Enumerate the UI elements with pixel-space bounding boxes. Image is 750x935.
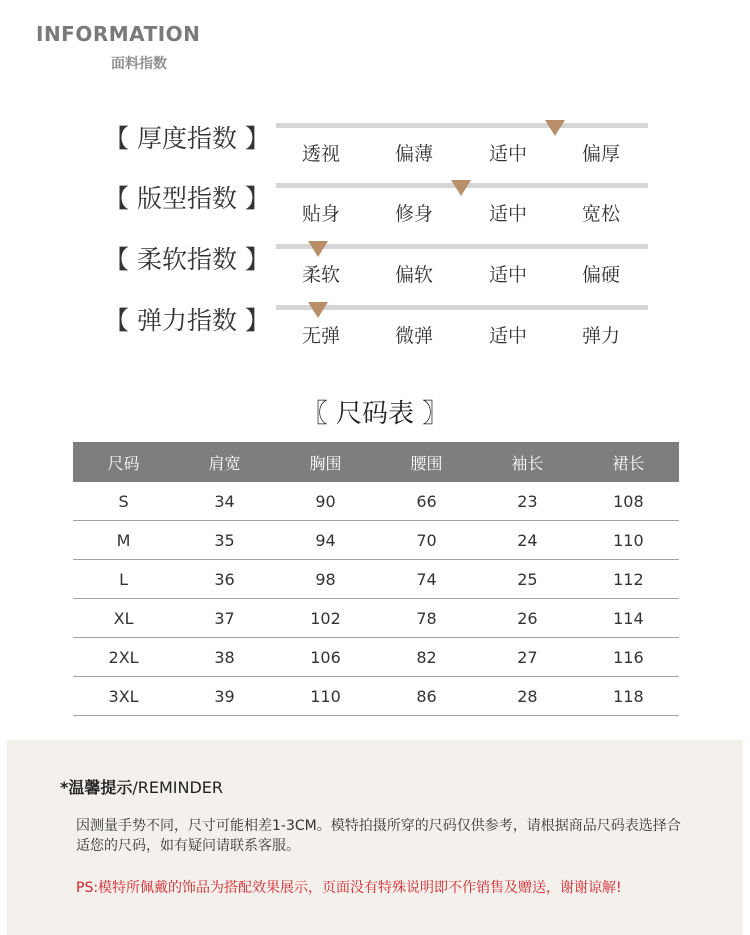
index-row [0,305,750,355]
index-option: 偏厚 [581,143,620,165]
table-cell: 3XL [73,677,174,716]
index-marker [308,241,328,257]
index-option: 适中 [488,203,527,225]
table-cell: 24 [477,521,578,560]
index-marker [451,180,471,196]
index-marker [545,120,565,136]
index-label: 【 厚度指数 】 [104,124,270,153]
reminder-title-en: /REMINDER [132,778,224,797]
table-cell: 118 [578,677,679,716]
header-title-cn: 面料指数 [111,56,167,72]
table-row [73,677,679,716]
index-row [0,123,750,173]
table-cell: 116 [578,638,679,677]
table-cell: 98 [275,560,376,599]
size-header-cell: 腰围 [376,442,477,482]
table-cell: 38 [174,638,275,677]
table-cell: 37 [174,599,275,638]
table-row [73,599,679,638]
reminder-title-cn: *温馨提示 [60,778,133,797]
index-option: 宽松 [581,203,620,225]
table-cell: 112 [578,560,679,599]
table-cell: 26 [477,599,578,638]
size-table-title: 〖 尺码表 〗 [301,399,449,429]
index-label: 【 柔软指数 】 [104,245,270,274]
table-cell: 114 [578,599,679,638]
index-bar [276,244,648,249]
index-marker [308,302,328,318]
index-option: 适中 [488,325,527,347]
index-option: 修身 [394,203,433,225]
index-bar [276,123,648,128]
table-cell: 39 [174,677,275,716]
index-option: 柔软 [301,264,340,286]
reminder-title [60,775,223,798]
index-option: 透视 [301,143,340,165]
table-row [73,638,679,677]
table-cell: 94 [275,521,376,560]
table-cell: 70 [376,521,477,560]
index-bar [276,305,648,310]
reminder-body: 因测量手势不同，尺寸可能相差1-3CM。模特拍摄所穿的尺码仅供参考，请根据商品尺码表选择合适您的尺码，如有疑问请联系客服。 [76,818,681,854]
table-row [73,482,679,521]
table-row [73,560,679,599]
index-row [0,183,750,233]
table-cell: 2XL [73,638,174,677]
table-cell: 90 [275,482,376,521]
index-option: 无弹 [301,325,340,347]
index-option: 贴身 [301,203,340,225]
index-option: 偏软 [394,264,433,286]
reminder-ps: PS:模特所佩戴的饰品为搭配效果展示，页面没有特殊说明即不作销售及赠送，谢谢谅解! [76,880,622,896]
index-label: 【 弹力指数 】 [104,306,270,335]
table-cell: 86 [376,677,477,716]
table-cell: 110 [275,677,376,716]
table-cell: 82 [376,638,477,677]
index-option: 适中 [488,143,527,165]
index-option: 偏薄 [394,143,433,165]
table-cell: 74 [376,560,477,599]
table-cell: 106 [275,638,376,677]
table-cell: L [73,560,174,599]
table-cell: 25 [477,560,578,599]
index-option: 弹力 [581,325,620,347]
size-table [73,442,679,716]
table-cell: M [73,521,174,560]
table-cell: XL [73,599,174,638]
table-cell: S [73,482,174,521]
table-cell: 36 [174,560,275,599]
table-cell: 102 [275,599,376,638]
table-cell: 27 [477,638,578,677]
size-header-cell: 胸围 [275,442,376,482]
size-header-cell: 裙长 [578,442,679,482]
size-header-cell: 肩宽 [174,442,275,482]
index-option: 适中 [488,264,527,286]
table-cell: 28 [477,677,578,716]
size-header-cell: 尺码 [73,442,174,482]
index-option: 偏硬 [581,264,620,286]
table-cell: 108 [578,482,679,521]
table-cell: 35 [174,521,275,560]
size-table-body [73,482,679,716]
table-cell: 23 [477,482,578,521]
table-cell: 110 [578,521,679,560]
table-cell: 34 [174,482,275,521]
table-cell: 78 [376,599,477,638]
table-row [73,521,679,560]
index-option: 微弹 [394,325,433,347]
size-table-header [73,442,679,482]
table-cell: 66 [376,482,477,521]
size-header-cell: 袖长 [477,442,578,482]
index-row [0,244,750,294]
reminder-panel [7,740,743,935]
header-title-en: INFORMATION [36,22,201,46]
index-label: 【 版型指数 】 [104,184,270,213]
